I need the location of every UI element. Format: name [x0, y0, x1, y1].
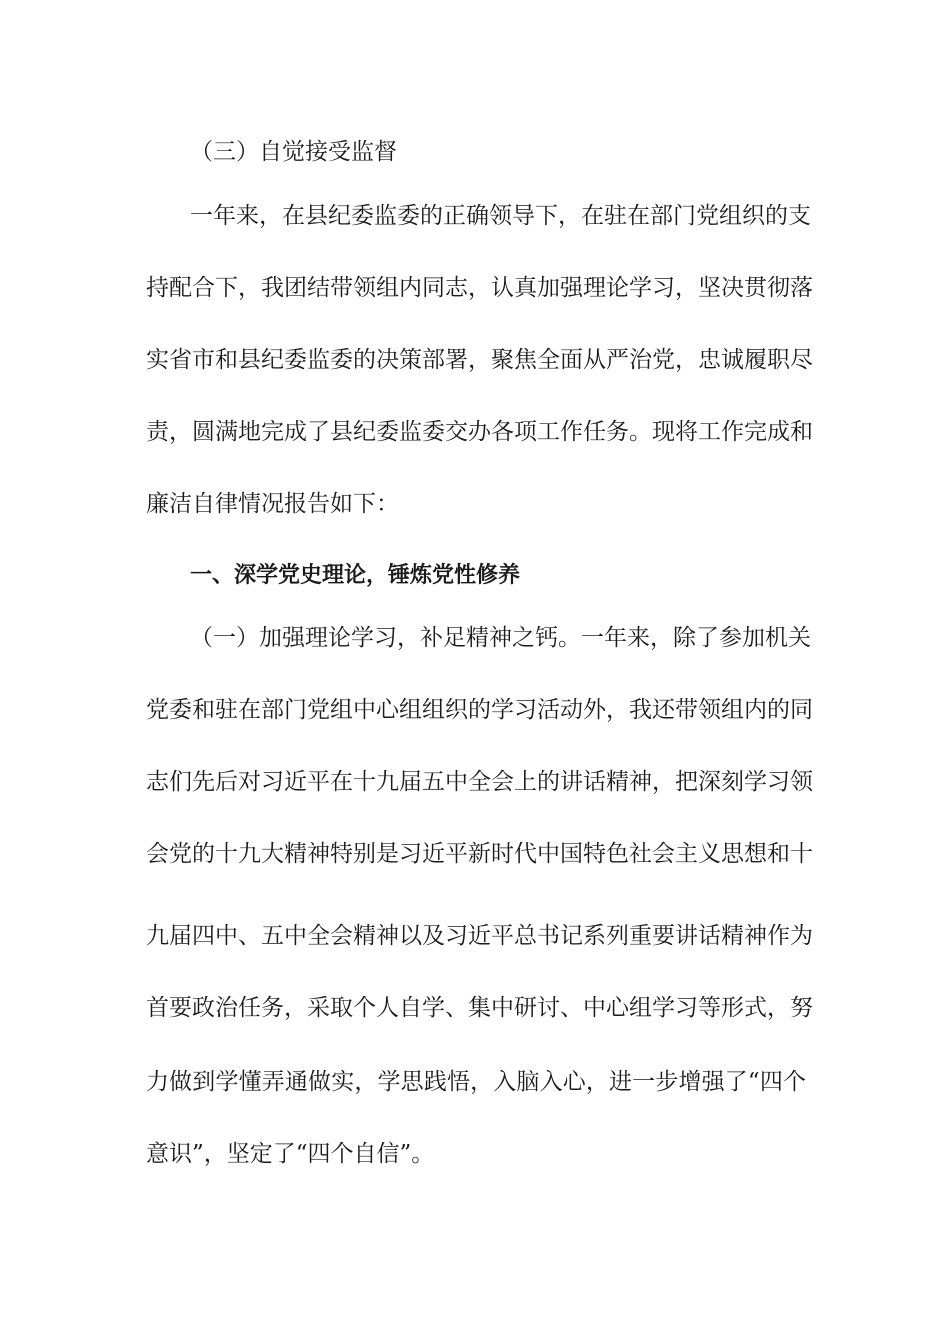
section-1-heading: 一、深学党史理论，锤炼党性修养	[190, 563, 521, 588]
section-1-line-1: （一）加强理论学习，补足精神之钙。一年来，除了参加机关	[190, 625, 811, 651]
intro-line-1: 一年来，在县纪委监委的正确领导下，在驻在部门党组织的支	[190, 203, 811, 229]
section-1-line-7: 力做到学懂弄通做实，学思践悟，入脑入心，进一步增强了“四个	[146, 1069, 806, 1095]
intro-line-2: 持配合下，我团结带领组内同志，认真加强理论学习，坚决贯彻落	[146, 275, 813, 301]
section-1-line-8: 意识”，坚定了“四个自信”。	[146, 1141, 435, 1167]
section-1-line-3: 志们先后对习近平在十九届五中全会上的讲话精神，把深刻学习领	[146, 769, 813, 795]
section-1-line-5: 九届四中、五中全会精神以及习近平总书记系列重要讲话精神作为	[146, 923, 813, 949]
section-1-line-4: 会党的十九大精神特别是习近平新时代中国特色社会主义思想和十	[146, 841, 813, 867]
section-1-line-6: 首要政治任务，采取个人自学、集中研讨、中心组学习等形式，努	[146, 995, 813, 1021]
subheading-3: （三）自觉接受监督	[190, 139, 397, 165]
section-1-line-2: 党委和驻在部门党组中心组组织的学习活动外，我还带领组内的同	[146, 697, 813, 723]
intro-line-5: 廉洁自律情况报告如下：	[146, 491, 399, 517]
intro-line-4: 责，圆满地完成了县纪委监委交办各项工作任务。现将工作完成和	[146, 419, 813, 445]
intro-line-3: 实省市和县纪委监委的决策部署，聚焦全面从严治党，忠诚履职尽	[146, 347, 813, 373]
